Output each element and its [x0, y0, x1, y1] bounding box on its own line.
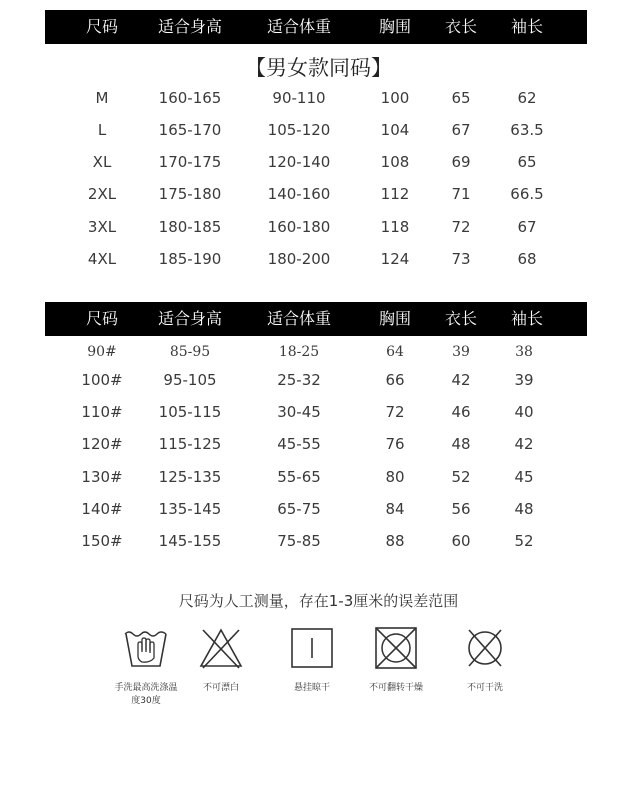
cell-weight: 45-55 [277, 435, 321, 453]
cell-sleeve: 63.5 [510, 121, 544, 139]
care-label: 不可干洗 [466, 683, 503, 693]
table-row [0, 153, 637, 173]
table-row [0, 218, 637, 238]
cell-weight: 65-75 [277, 500, 321, 518]
table-row [0, 403, 637, 423]
unisex-title: 【男女款同码】 [245, 56, 392, 80]
table-row [0, 250, 637, 270]
header-length: 衣长 [444, 309, 478, 328]
cell-sleeve: 38 [515, 344, 533, 360]
cell-sleeve: 66.5 [510, 185, 544, 203]
cell-weight: 180-200 [267, 250, 331, 268]
cell-length: 52 [451, 468, 471, 486]
cell-length: 48 [451, 435, 471, 453]
cell-length: 56 [451, 500, 471, 518]
cell-sleeve: 67 [517, 218, 537, 236]
table-row [0, 435, 637, 455]
cell-sleeve: 52 [514, 532, 534, 550]
cell-chest: 100 [380, 89, 410, 107]
cell-chest: 112 [380, 185, 410, 203]
cell-size: 3XL [87, 218, 117, 236]
kids-table-header [45, 302, 587, 336]
header-chest: 胸围 [378, 309, 412, 328]
care-item-hang-dry [272, 626, 352, 695]
table-row [0, 468, 637, 488]
care-item-no-bleach [181, 626, 261, 695]
care-label: 不可翻转干燥 [368, 683, 423, 693]
care-label: 手洗最高洗涤温度30度 [114, 683, 178, 706]
cell-size: L [97, 121, 107, 139]
cell-sleeve: 68 [517, 250, 537, 268]
cell-height: 170-175 [158, 153, 222, 171]
care-item-no-tumble-dry [356, 626, 436, 695]
cell-sleeve: 45 [514, 468, 534, 486]
cell-length: 72 [451, 218, 471, 236]
cell-size: 100# [81, 371, 123, 389]
cell-length: 67 [451, 121, 471, 139]
cell-chest: 108 [380, 153, 410, 171]
table-row [0, 371, 637, 391]
cell-chest: 72 [385, 403, 405, 421]
cell-chest: 84 [385, 500, 405, 518]
care-item-no-dry-clean [445, 626, 525, 695]
hang-dry-icon [288, 626, 336, 670]
cell-size: 120# [81, 435, 123, 453]
cell-size: 110# [81, 403, 123, 421]
cell-height: 115-125 [158, 435, 222, 453]
cell-chest: 64 [386, 344, 404, 360]
cell-chest: 66 [385, 371, 405, 389]
adult-table-header [45, 10, 587, 44]
cell-size: XL [92, 153, 112, 171]
cell-weight: 55-65 [277, 468, 321, 486]
header-sleeve: 袖长 [510, 309, 544, 328]
cell-height: 160-165 [158, 89, 222, 107]
cell-height: 180-185 [158, 218, 222, 236]
cell-chest: 88 [385, 532, 405, 550]
cell-chest: 76 [385, 435, 405, 453]
cell-length: 42 [451, 371, 471, 389]
cell-weight: 140-160 [267, 185, 331, 203]
header-sleeve: 袖长 [510, 17, 544, 36]
header-height: 适合身高 [157, 17, 223, 36]
no-dry-clean-icon [461, 626, 509, 670]
table-row [0, 185, 637, 205]
cell-weight: 90-110 [272, 89, 326, 107]
cell-height: 175-180 [158, 185, 222, 203]
cell-weight: 160-180 [267, 218, 331, 236]
cell-length: 60 [451, 532, 471, 550]
care-label: 悬挂晾干 [293, 683, 330, 693]
no-tumble-dry-icon [372, 626, 420, 670]
cell-sleeve: 65 [517, 153, 537, 171]
table-row [0, 344, 637, 364]
table-row [0, 121, 637, 141]
no-bleach-icon [197, 626, 245, 670]
table-row [0, 89, 637, 109]
cell-height: 165-170 [158, 121, 222, 139]
cell-length: 39 [452, 344, 470, 360]
cell-chest: 80 [385, 468, 405, 486]
header-chest: 胸围 [378, 17, 412, 36]
cell-chest: 124 [380, 250, 410, 268]
cell-size: 90# [87, 344, 117, 360]
cell-sleeve: 48 [514, 500, 534, 518]
cell-height: 105-115 [158, 403, 222, 421]
table-row [0, 500, 637, 520]
cell-sleeve: 62 [517, 89, 537, 107]
cell-weight: 30-45 [277, 403, 321, 421]
hand-wash-icon [122, 626, 170, 670]
care-item-hand-wash [106, 626, 186, 708]
header-size: 尺码 [85, 17, 119, 36]
cell-size: 150# [81, 532, 123, 550]
cell-weight: 120-140 [267, 153, 331, 171]
cell-size: 2XL [87, 185, 117, 203]
cell-size: M [95, 89, 109, 107]
cell-sleeve: 39 [514, 371, 534, 389]
table-row [0, 532, 637, 552]
cell-sleeve: 40 [514, 403, 534, 421]
cell-weight: 105-120 [267, 121, 331, 139]
cell-size: 4XL [87, 250, 117, 268]
header-weight: 适合体重 [266, 17, 332, 36]
cell-height: 85-95 [169, 344, 211, 360]
cell-chest: 118 [380, 218, 410, 236]
cell-weight: 25-32 [277, 371, 321, 389]
cell-height: 145-155 [158, 532, 222, 550]
cell-size: 130# [81, 468, 123, 486]
cell-length: 73 [451, 250, 471, 268]
measurement-note: 尺码为人工测量，存在1-3厘米的误差范围 [178, 592, 459, 610]
cell-length: 46 [451, 403, 471, 421]
header-length: 衣长 [444, 17, 478, 36]
header-height: 适合身高 [157, 309, 223, 328]
cell-height: 125-135 [158, 468, 222, 486]
header-weight: 适合体重 [266, 309, 332, 328]
cell-length: 71 [451, 185, 471, 203]
cell-length: 69 [451, 153, 471, 171]
cell-size: 140# [81, 500, 123, 518]
cell-weight: 75-85 [277, 532, 321, 550]
cell-chest: 104 [380, 121, 410, 139]
cell-weight: 18-25 [278, 344, 320, 360]
cell-length: 65 [451, 89, 471, 107]
header-size: 尺码 [85, 309, 119, 328]
cell-height: 185-190 [158, 250, 222, 268]
cell-sleeve: 42 [514, 435, 534, 453]
cell-height: 95-105 [163, 371, 217, 389]
care-label: 不可漂白 [202, 683, 239, 693]
cell-height: 135-145 [158, 500, 222, 518]
